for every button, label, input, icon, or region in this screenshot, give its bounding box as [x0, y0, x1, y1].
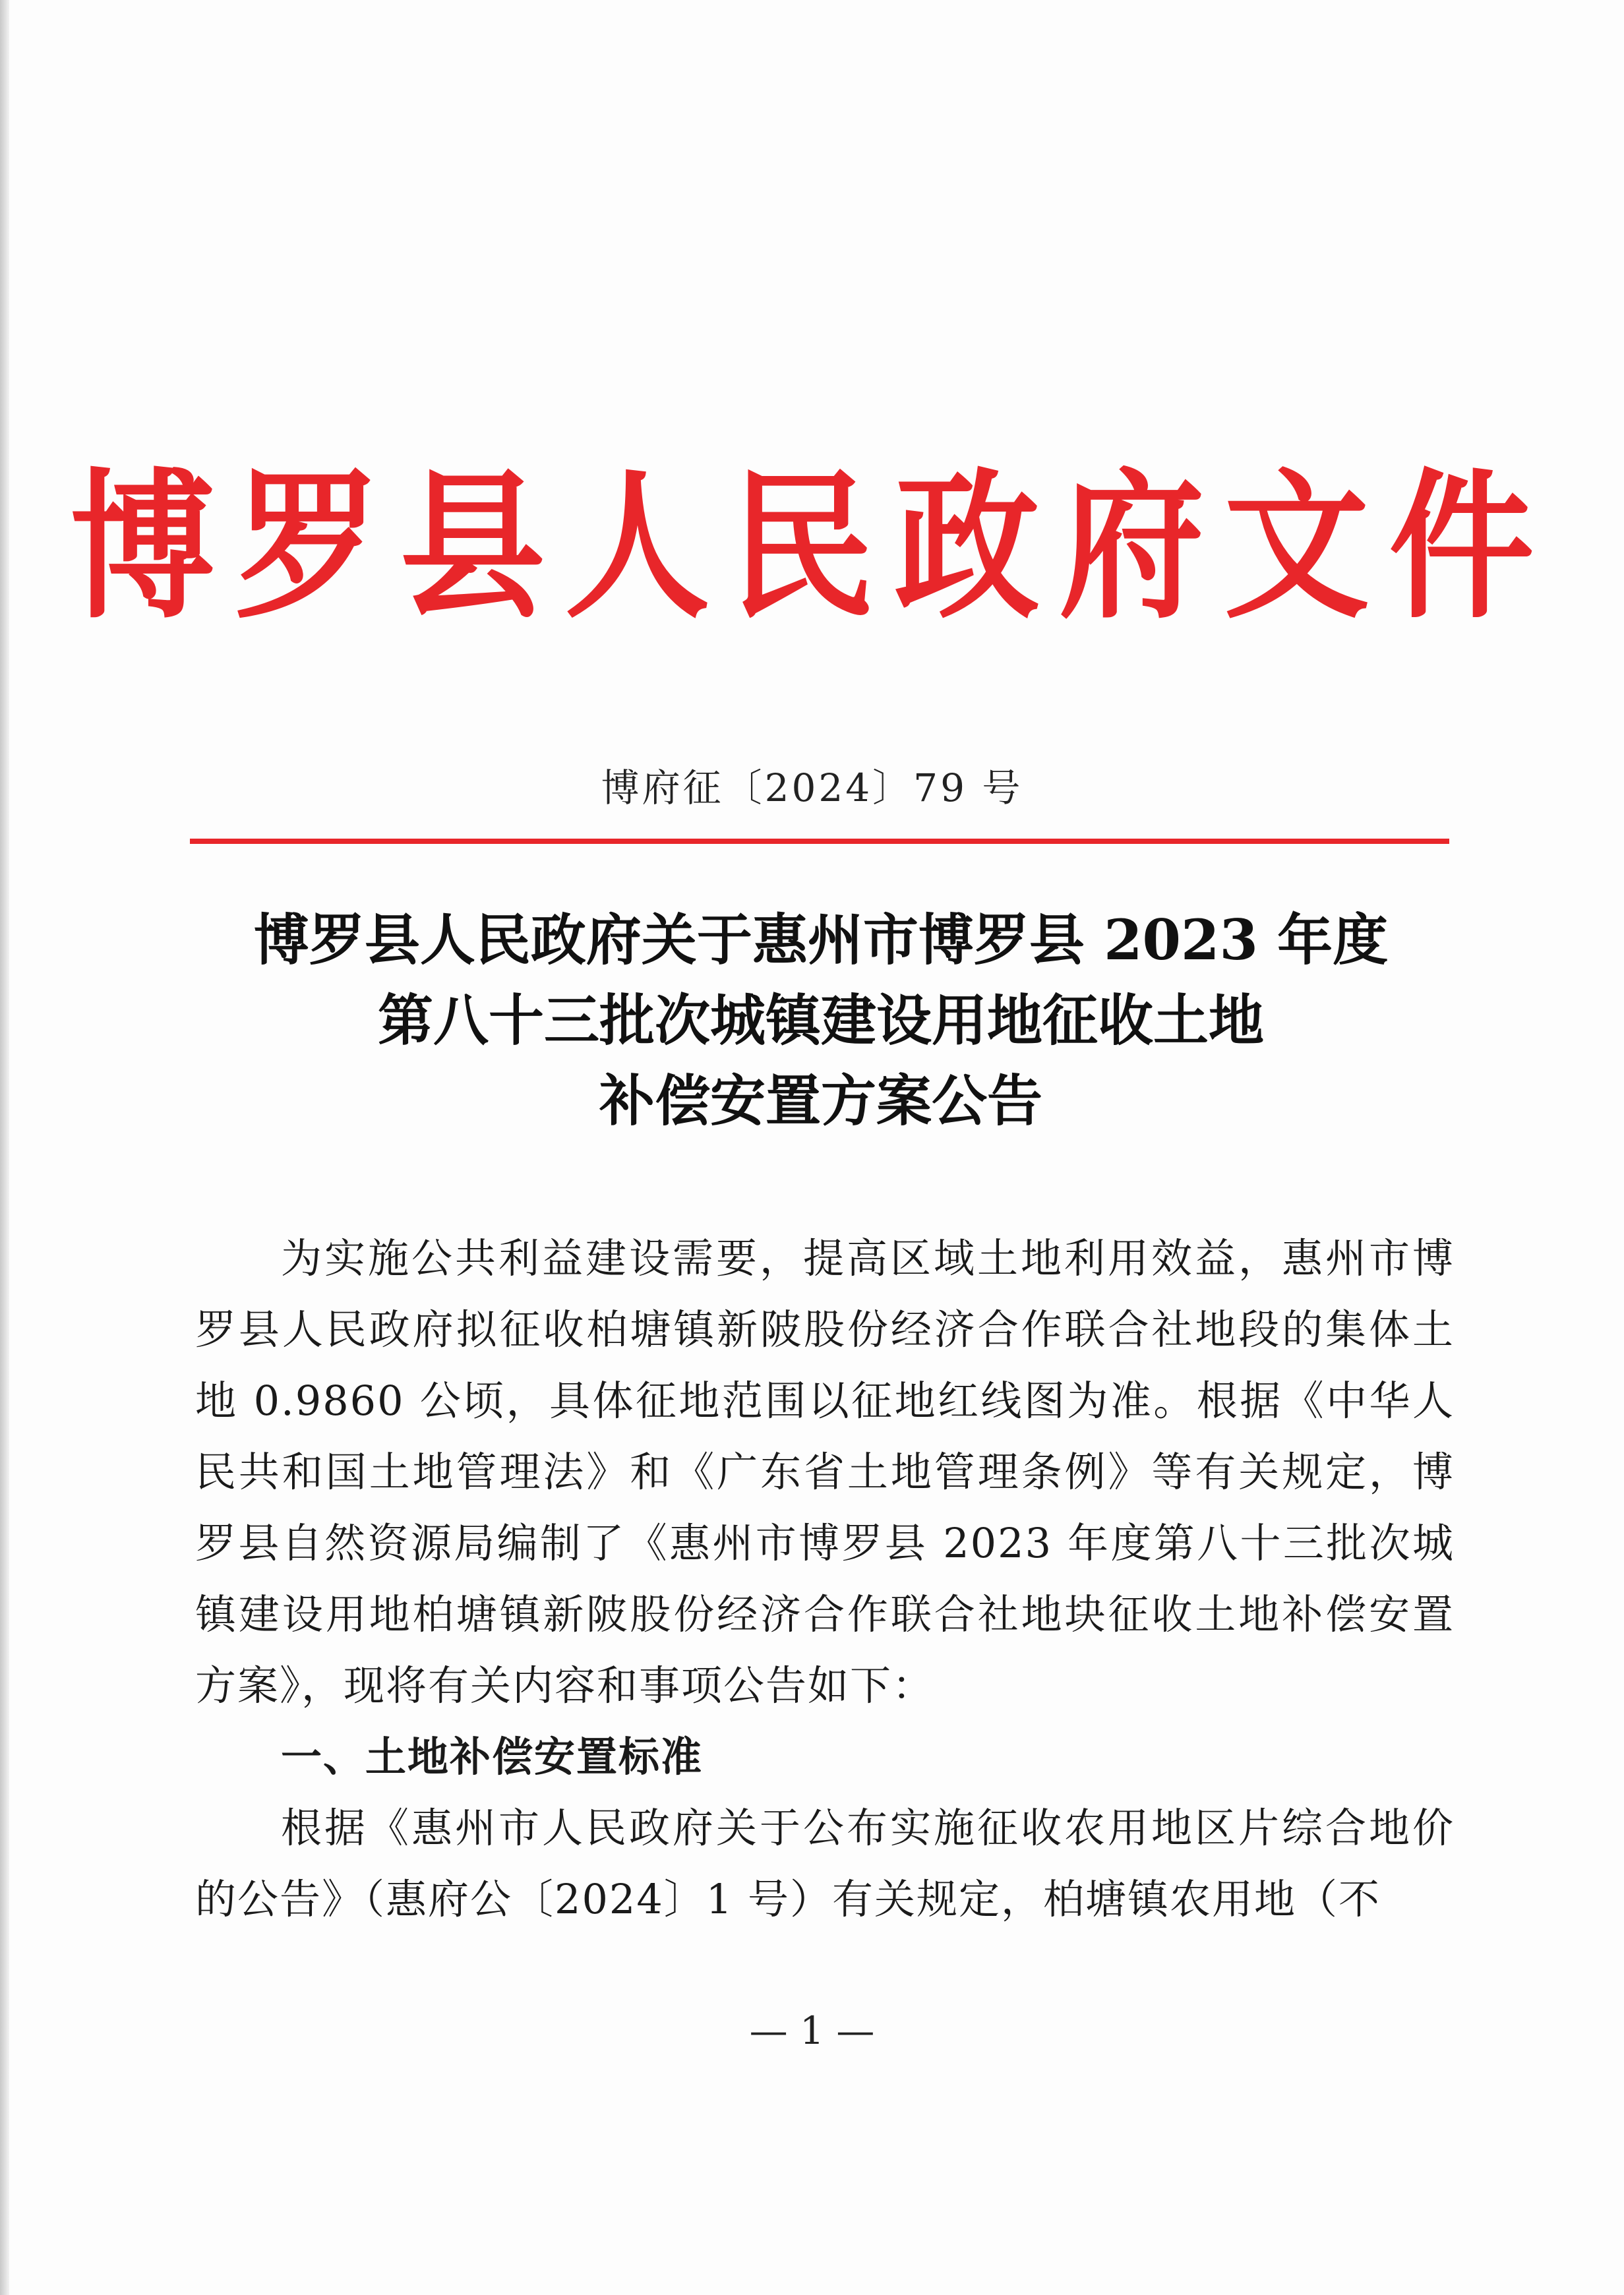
notice-title-line-2: 第八十三批次城镇建设用地征收土地: [377, 988, 1264, 1053]
section-1-heading: 一、土地补偿安置标准: [281, 1733, 704, 1781]
document-header-title: 博罗县人民政府文件: [70, 454, 1554, 640]
notice-title-line-3: 补偿安置方案公告: [599, 1068, 1042, 1133]
notice-title: [119, 900, 1523, 1141]
document-number: 博府征〔2024〕79 号: [601, 765, 1023, 810]
section-1-paragraph: 根据《惠州市人民政府关于公布实施征收农用地区片综合地价的公告》（惠府公〔2024〕1 号）有关规定，柏塘镇农用地（不: [195, 1804, 1455, 1923]
document-body: [195, 1223, 1455, 1935]
scan-edge-shadow: [0, 0, 9, 2295]
intro-paragraph: 为实施公共利益建设需要，提高区域土地利用效益，惠州市博罗县人民政府拟征收柏塘镇新陂股份经济合作联合社地段的集体土地 0.9860 公顷，具体征地范围以征地红线图为准。根据《中华人民共和国土地管理法》和《广东省土地管理条例》等有关规定，博罗县自然资源局编制了《惠州市博罗县 2023 年度第八十三批次城镇建设用地柏塘镇新陂股份经济合作联合社地块征收土地补偿安置方案》，现将有关内容和事项公告如下：: [195, 1234, 1455, 1710]
notice-title-line-1: 博罗县人民政府关于惠州市博罗县 2023 年度: [253, 907, 1389, 972]
red-divider-line: [190, 839, 1449, 844]
page-number: — 1 —: [749, 2008, 875, 2053]
